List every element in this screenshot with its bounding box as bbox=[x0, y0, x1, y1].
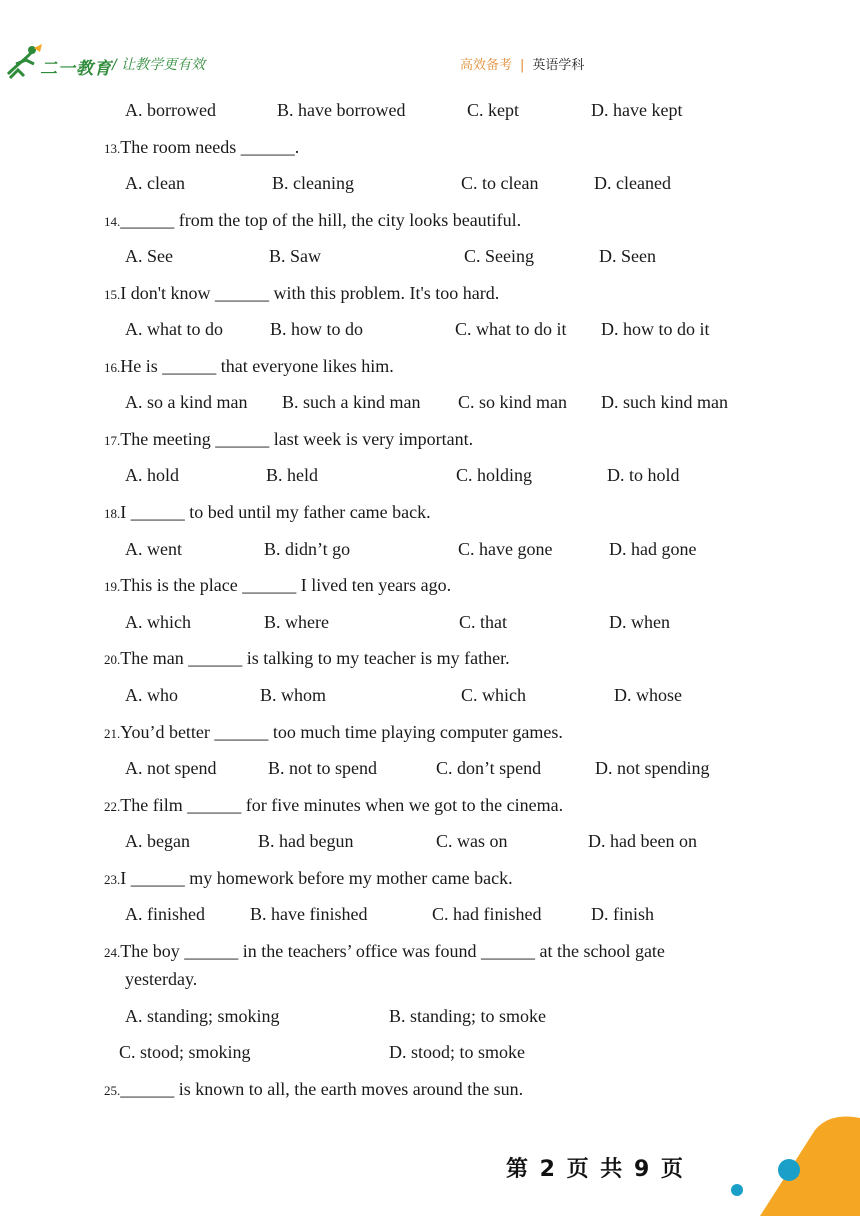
answer-option: A. clean bbox=[125, 173, 185, 193]
question-text: This is the place ______ I lived ten years ago. bbox=[120, 575, 452, 595]
question-number: 25. bbox=[104, 1083, 121, 1098]
question-number: 19. bbox=[104, 579, 121, 594]
answer-option: D. Seen bbox=[599, 246, 656, 266]
answer-option: D. such kind man bbox=[601, 392, 728, 412]
answer-option: C. Seeing bbox=[464, 246, 534, 266]
question-text: ______ from the top of the hill, the city looks beautiful. bbox=[120, 210, 522, 230]
answer-option: B. Saw bbox=[269, 246, 322, 266]
question-text: ______ is known to all, the earth moves around the sun. bbox=[120, 1079, 524, 1099]
answer-option: B. have finished bbox=[250, 904, 368, 924]
answer-option: D. finish bbox=[591, 904, 654, 924]
answer-option: D. whose bbox=[614, 685, 682, 705]
answer-option: C. kept bbox=[467, 100, 519, 120]
question-text: The boy ______ in the teachers’ office was found ______ at the school gate bbox=[120, 941, 665, 961]
slogan: / 让教学更有效 bbox=[112, 57, 206, 73]
question-25 bbox=[104, 1078, 523, 1102]
answer-option: A. standing; smoking bbox=[125, 1006, 280, 1026]
question-number: 22. bbox=[104, 799, 121, 814]
answer-option: B. standing; to smoke bbox=[389, 1006, 546, 1026]
answer-option: C. which bbox=[461, 685, 526, 705]
question-19 bbox=[104, 574, 451, 598]
answer-option: A. what to do bbox=[125, 319, 223, 339]
question-number: 15. bbox=[104, 287, 121, 302]
question-number: 20. bbox=[104, 652, 121, 667]
question-number: 14. bbox=[104, 214, 121, 229]
question-text: He is ______ that everyone likes him. bbox=[120, 356, 394, 376]
question-15 bbox=[104, 282, 499, 306]
answer-option: B. whom bbox=[260, 685, 327, 705]
question-text: I ______ to bed until my father came back. bbox=[120, 502, 431, 522]
answer-option: D. had been on bbox=[588, 831, 697, 851]
answer-option: B. have borrowed bbox=[277, 100, 406, 120]
answer-option: A. who bbox=[125, 685, 178, 705]
question-number: 13. bbox=[104, 141, 121, 156]
question-18 bbox=[104, 501, 431, 525]
answer-option: C. what to do it bbox=[455, 319, 567, 339]
answer-option: D. have kept bbox=[591, 100, 683, 120]
question-number: 24. bbox=[104, 945, 121, 960]
header-separator: | bbox=[520, 58, 525, 73]
question-21 bbox=[104, 721, 563, 745]
question-text: You’d better ______ too much time playing computer games. bbox=[120, 722, 563, 742]
question-number: 23. bbox=[104, 872, 121, 887]
answer-option: C. had finished bbox=[432, 904, 542, 924]
answer-option: A. went bbox=[125, 539, 182, 559]
question-17 bbox=[104, 428, 473, 452]
answer-option: A. began bbox=[125, 831, 190, 851]
question-16 bbox=[104, 355, 394, 379]
answer-option: A. which bbox=[125, 612, 191, 632]
question-text: The man ______ is talking to my teacher is my father. bbox=[120, 648, 510, 668]
answer-option: A. borrowed bbox=[125, 100, 216, 120]
answer-option: C. so kind man bbox=[458, 392, 568, 412]
question-number: 18. bbox=[104, 506, 121, 521]
header-tag-left: 高效备考 bbox=[460, 58, 513, 73]
answer-option: D. how to do it bbox=[601, 319, 710, 339]
answer-option: D. to hold bbox=[607, 465, 680, 485]
answer-option: D. not spending bbox=[595, 758, 710, 778]
answer-option: B. had begun bbox=[258, 831, 354, 851]
answer-option: B. didn’t go bbox=[264, 539, 351, 559]
question-text: I ______ my homework before my mother came back. bbox=[120, 868, 513, 888]
page-number: 第 2 页 共 9 页 bbox=[506, 1157, 685, 1182]
header-tag bbox=[460, 54, 584, 73]
question-number: 16. bbox=[104, 360, 121, 375]
answer-option: A. See bbox=[125, 246, 173, 266]
question-text: The meeting ______ last week is very important. bbox=[120, 429, 474, 449]
answer-option: B. how to do bbox=[270, 319, 364, 339]
answer-option: A. so a kind man bbox=[125, 392, 248, 412]
answer-option: A. hold bbox=[125, 465, 179, 485]
answer-option: A. not spend bbox=[125, 758, 217, 778]
answer-option: A. finished bbox=[125, 904, 205, 924]
question-22 bbox=[104, 794, 563, 818]
question-number: 21. bbox=[104, 726, 121, 741]
page-header bbox=[0, 0, 860, 90]
question-14 bbox=[104, 209, 521, 233]
question-text: The film ______ for five minutes when we got to the cinema. bbox=[120, 795, 564, 815]
question-20 bbox=[104, 647, 510, 671]
question-text: The room needs ______. bbox=[120, 137, 300, 157]
answer-option: D. had gone bbox=[609, 539, 697, 559]
question-number: 17. bbox=[104, 433, 121, 448]
question-24 bbox=[104, 940, 665, 964]
answer-option: C. holding bbox=[456, 465, 533, 485]
question-text-continuation: yesterday. bbox=[125, 969, 198, 989]
answer-option: B. such a kind man bbox=[282, 392, 421, 412]
answer-option: C. was on bbox=[436, 831, 508, 851]
answer-option: B. not to spend bbox=[268, 758, 378, 778]
header-tag-right: 英语学科 bbox=[532, 58, 585, 73]
answer-option: C. stood; smoking bbox=[119, 1042, 251, 1062]
answer-option: C. that bbox=[459, 612, 507, 632]
question-23 bbox=[104, 867, 513, 891]
answer-option: B. where bbox=[264, 612, 329, 632]
answer-option: D. when bbox=[609, 612, 670, 632]
answer-option: B. cleaning bbox=[272, 173, 354, 193]
answer-option: D. cleaned bbox=[594, 173, 671, 193]
brand-name: 二一教育 bbox=[40, 59, 112, 79]
answer-option: C. to clean bbox=[461, 173, 539, 193]
question-text: I don't know ______ with this problem. It's too hard. bbox=[120, 283, 500, 303]
answer-option: C. have gone bbox=[458, 539, 553, 559]
answer-option: C. don’t spend bbox=[436, 758, 542, 778]
answer-option: B. held bbox=[266, 465, 318, 485]
answer-option: D. stood; to smoke bbox=[389, 1042, 526, 1062]
question-13 bbox=[104, 136, 299, 160]
